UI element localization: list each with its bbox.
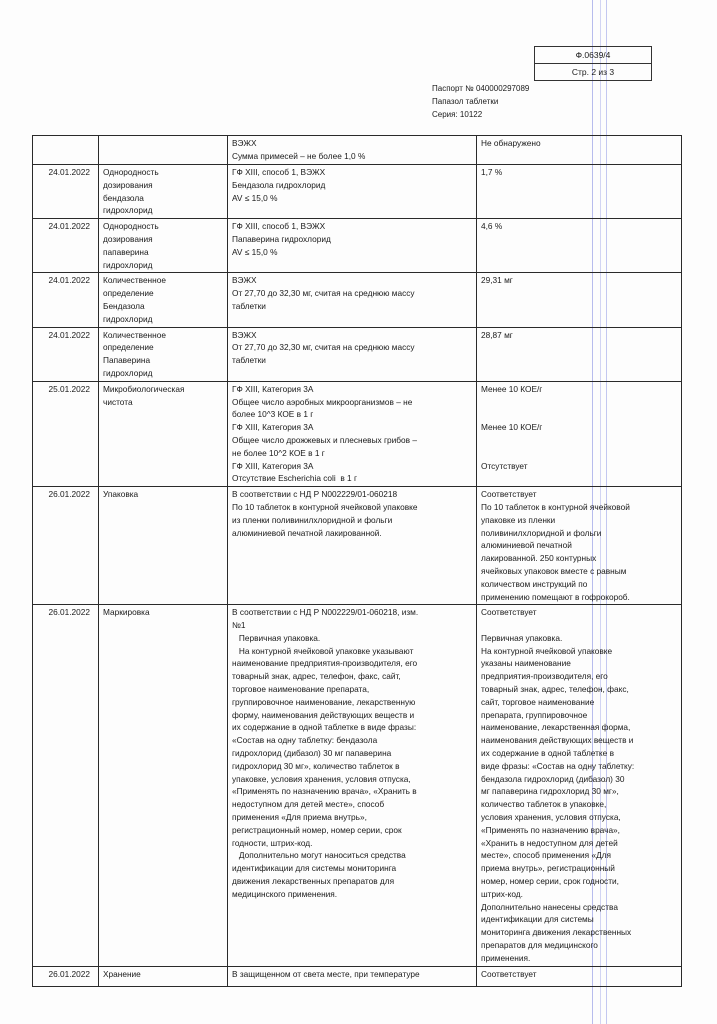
result-text-line: Менее 10 КОЕ/г — [481, 383, 543, 394]
indicator-text-line: Бендазола — [103, 300, 145, 311]
indicator-text-line: Количественное — [103, 275, 166, 286]
result-text-line: 29,31 мг — [481, 275, 513, 286]
cell-method — [228, 273, 477, 327]
indicator-text-line: бендазола — [103, 192, 144, 203]
cell-result — [477, 605, 682, 967]
method-text-line: Дополнительно могут наноситься средства — [232, 850, 406, 861]
table-row — [33, 273, 682, 327]
method-text-line: применения «Для приема внутрь», — [232, 812, 367, 823]
method-text-line: регистрационный номер, номер серии, срок — [232, 824, 402, 835]
method-text-line: ГФ XIII, способ 1, ВЭЖХ — [232, 167, 326, 177]
cell-indicator — [99, 273, 228, 327]
method-text-line: «Применять по назначению врача», «Хранить в — [232, 786, 417, 797]
indicator-text-line: чистота — [103, 396, 133, 407]
indicator-text-line: гидрохлорид — [103, 367, 153, 378]
indicator-text-line: Упаковка — [103, 489, 139, 500]
result-text-line: виде фразы: «Состав на одну таблетку: — [481, 760, 635, 771]
result-text-line: номер, номер серии, срок годности, — [481, 876, 619, 887]
method-text-line: Общее число аэробных микроорганизмов – не — [232, 396, 413, 407]
result-text-line: На контурной ячейковой упаковке — [481, 645, 613, 656]
result-text-line — [481, 408, 677, 421]
cell-method — [228, 487, 477, 605]
method-text-line: AV ≤ 15,0 % — [232, 192, 278, 203]
result-text-line: Первичная упаковка. — [481, 632, 563, 643]
method-text-line: упаковке, условия хранения, условия отпуска, — [232, 773, 411, 784]
result-text-line: 28,87 мг — [481, 329, 513, 340]
cell-result — [477, 327, 682, 381]
cell-method — [228, 219, 477, 273]
table-row — [33, 165, 682, 219]
result-text-line: товарный знак, адрес, телефон, факс, — [481, 684, 629, 695]
indicator-text-line: гидрохлорид — [103, 259, 153, 270]
method-text-line: медицинского применения. — [232, 888, 338, 899]
table-row — [33, 605, 682, 967]
method-text-line: AV ≤ 15,0 % — [232, 246, 278, 257]
result-text-line: количеством инструкций по — [481, 578, 588, 589]
method-text-line: Общее число дрожжевых и плесневых грибов – — [232, 434, 417, 445]
result-text-line: сайт, торговое наименование — [481, 696, 595, 707]
result-text-line: бендазола гидрохлорид (дибазол) 30 — [481, 773, 625, 784]
cell-date: 24.01.2022 — [33, 165, 99, 219]
method-text-line: №1 — [232, 620, 246, 631]
result-text-line: наименование, лекарственная форма, — [481, 722, 631, 733]
method-text-line: гидрохлорид 30 мг», количество таблеток в — [232, 760, 400, 771]
indicator-text-line: Маркировка — [103, 607, 150, 618]
method-text-line: В защищенном от света месте, при температуре — [232, 969, 420, 980]
result-text-line: алюминиевой печатной — [481, 540, 572, 551]
method-text-line: «Состав на одну таблетку: бендазола — [232, 735, 378, 746]
indicator-text-line: Однородность — [103, 167, 159, 177]
form-code-box — [534, 46, 652, 81]
cell-result — [477, 487, 682, 605]
indicator-text-line: Микробиологическая — [103, 383, 185, 394]
page-number: Стр. 2 из 3 — [535, 63, 651, 80]
method-text-line: По 10 таблеток в контурной ячейковой упаковке — [232, 501, 418, 512]
indicator-text-line: дозирования — [103, 233, 153, 244]
result-text-line: ячейковых упаковок вместе с равным — [481, 565, 627, 576]
result-text-line: количество таблеток в упаковке, — [481, 799, 607, 810]
method-text-line: группировочное наименование, лекарственную — [232, 696, 416, 707]
table-row — [33, 136, 682, 165]
cell-method — [228, 136, 477, 165]
result-text-line: По 10 таблеток в контурной ячейковой — [481, 501, 630, 512]
result-text-line — [481, 434, 677, 447]
table-row — [33, 967, 682, 987]
result-text-line: приема внутрь», регистрационный — [481, 863, 615, 874]
method-text-line: Папаверина гидрохлорид — [232, 233, 331, 244]
method-text-line: алюминиевой печатной лакированной. — [232, 527, 382, 538]
result-text-line: Отсутствует — [481, 460, 528, 471]
result-text-line: лакированной. 250 контурных — [481, 553, 597, 564]
cell-method — [228, 605, 477, 967]
passport-header — [432, 82, 529, 121]
result-text-line: наименования действующих веществ и — [481, 735, 634, 746]
method-text-line: ГФ XIII, Категория 3А — [232, 460, 314, 471]
result-text-line: штрих-код. — [481, 888, 523, 899]
method-text-line: От 27,70 до 32,30 мг, считая на среднюю массу — [232, 288, 415, 299]
method-text-line: ВЭЖХ — [232, 329, 257, 340]
result-text-line: Соответствует — [481, 607, 537, 618]
result-text-line: мониторинга движения лекарственных — [481, 927, 632, 938]
result-text-line: Дополнительно нанесены средства — [481, 901, 618, 912]
cell-indicator — [99, 487, 228, 605]
cell-date: 26.01.2022 — [33, 967, 99, 987]
table-row — [33, 487, 682, 605]
result-text-line: Менее 10 КОЕ/г — [481, 422, 543, 433]
method-text-line: наименование предприятия-производителя, его — [232, 658, 418, 669]
result-text-line: мг папаверина гидрохлорид 30 мг», — [481, 786, 619, 797]
method-text-line: их содержание в одной таблетке в виде фразы: — [232, 722, 417, 733]
indicator-text-line: гидрохлорид — [103, 205, 153, 216]
method-text-line: более 10^3 КОЕ в 1 г — [232, 409, 314, 420]
method-text-line: из пленки поливинилхлоридной и фольги — [232, 514, 393, 525]
cell-date: 26.01.2022 — [33, 605, 99, 967]
indicator-text-line: папаверина — [103, 246, 149, 257]
result-text-line: упаковке из пленки — [481, 514, 556, 525]
method-text-line: ГФ XIII, Категория 3А — [232, 383, 314, 394]
cell-indicator — [99, 165, 228, 219]
cell-method — [228, 381, 477, 486]
result-text-line: предприятия-производителя, его — [481, 671, 608, 682]
method-text-line: Бендазола гидрохлорид — [232, 179, 326, 190]
method-text-line: таблетки — [232, 300, 266, 311]
method-text-line: не более 10^2 КОЕ в 1 г — [232, 447, 325, 458]
cell-method — [228, 165, 477, 219]
result-text-line: их содержание в одной таблетке в — [481, 748, 614, 759]
method-text-line: На контурной ячейковой упаковке указывают — [232, 645, 414, 656]
cell-indicator — [99, 605, 228, 967]
table-row — [33, 381, 682, 486]
method-text-line: Отсутствие Escherichia coli в 1 г — [232, 473, 357, 484]
product-name: Папазол таблетки — [432, 97, 499, 106]
method-text-line: Сумма примесей – не более 1,0 % — [232, 150, 366, 161]
passport-number: Паспорт № 040000297089 — [432, 84, 530, 93]
method-text-line: ГФ XIII, способ 1, ВЭЖХ — [232, 221, 326, 232]
result-text-line: применению помещают в гофрокороб. — [481, 591, 630, 602]
method-text-line: годности, штрих-код. — [232, 837, 313, 848]
method-text-line: ВЭЖХ — [232, 138, 257, 148]
cell-result — [477, 273, 682, 327]
result-text-line: препарата, группировочное — [481, 709, 588, 720]
result-text-line: применения. — [481, 952, 531, 963]
cell-result — [477, 967, 682, 987]
cell-indicator — [99, 381, 228, 486]
result-text-line: идентификации для системы — [481, 914, 594, 925]
result-text-line — [481, 396, 677, 409]
table-row — [33, 219, 682, 273]
result-text-line: Соответствует — [481, 969, 537, 980]
indicator-text-line: Количественное — [103, 329, 166, 340]
indicator-text-line: Папаверина — [103, 355, 151, 366]
method-text-line: От 27,70 до 32,30 мг, считая на среднюю массу — [232, 342, 415, 353]
cell-indicator — [99, 219, 228, 273]
indicator-text-line: гидрохлорид — [103, 313, 153, 324]
cell-date — [33, 136, 99, 165]
cell-method — [228, 327, 477, 381]
method-text-line: форму, наименования действующих веществ и — [232, 709, 415, 720]
indicator-text-line: Однородность — [103, 221, 159, 232]
cell-date: 26.01.2022 — [33, 487, 99, 605]
result-text-line: поливинилхлоридной и фольги — [481, 527, 602, 538]
method-text-line: торговое наименование препарата, — [232, 684, 370, 695]
table-row — [33, 327, 682, 381]
result-text-line: 4,6 % — [481, 221, 503, 232]
cell-indicator — [99, 136, 228, 165]
cell-date: 24.01.2022 — [33, 273, 99, 327]
analysis-results-table — [32, 135, 682, 987]
table-body — [33, 136, 682, 987]
method-text-line: В соответствии с НД Р N002229/01-060218 — [232, 489, 398, 500]
method-text-line: недоступном для детей месте», способ — [232, 799, 385, 810]
indicator-text-line: дозирования — [103, 179, 153, 190]
result-text-line: препаратов для медицинского — [481, 940, 598, 951]
method-text-line: таблетки — [232, 355, 266, 366]
method-text-line: товарный знак, адрес, телефон, факс, сайт, — [232, 671, 401, 682]
cell-date: 24.01.2022 — [33, 327, 99, 381]
cell-result — [477, 136, 682, 165]
indicator-text-line: определение — [103, 288, 154, 299]
method-text-line: В соответствии с НД Р N002229/01-060218, изм. — [232, 607, 419, 618]
method-text-line: ГФ XIII, Категория 3А — [232, 422, 314, 433]
cell-indicator — [99, 327, 228, 381]
result-text-line — [481, 447, 677, 460]
method-text-line: ВЭЖХ — [232, 275, 257, 286]
cell-date: 24.01.2022 — [33, 219, 99, 273]
result-text-line: 1,7 % — [481, 167, 503, 177]
cell-method — [228, 967, 477, 987]
series-number: Серия: 10122 — [432, 110, 483, 119]
result-text-line — [481, 619, 677, 632]
method-text-line: движения лекарственных препаратов для — [232, 876, 395, 887]
indicator-text-line: определение — [103, 342, 154, 353]
method-text-line: гидрохлорид (дибазол) 30 мг папаверина — [232, 748, 392, 759]
result-text-line: Не обнаружено — [481, 138, 541, 148]
indicator-text-line: Хранение — [103, 969, 141, 980]
result-text-line: «Применять по назначению врача», — [481, 824, 620, 835]
result-text-line: «Хранить в недоступном для детей — [481, 837, 618, 848]
cell-result — [477, 165, 682, 219]
form-code: Ф.0639/4 — [575, 50, 611, 60]
method-text-line: идентификации для системы мониторинга — [232, 863, 397, 874]
cell-indicator — [99, 967, 228, 987]
cell-result — [477, 381, 682, 486]
result-text-line: месте», способ применения «Для — [481, 850, 612, 861]
method-text-line: Первичная упаковка. — [232, 632, 321, 643]
cell-date: 25.01.2022 — [33, 381, 99, 486]
result-text-line: указаны наименование — [481, 658, 571, 669]
result-text-line: условия хранения, условия отпуска, — [481, 812, 621, 823]
cell-result — [477, 219, 682, 273]
result-text-line: Соответствует — [481, 489, 537, 500]
